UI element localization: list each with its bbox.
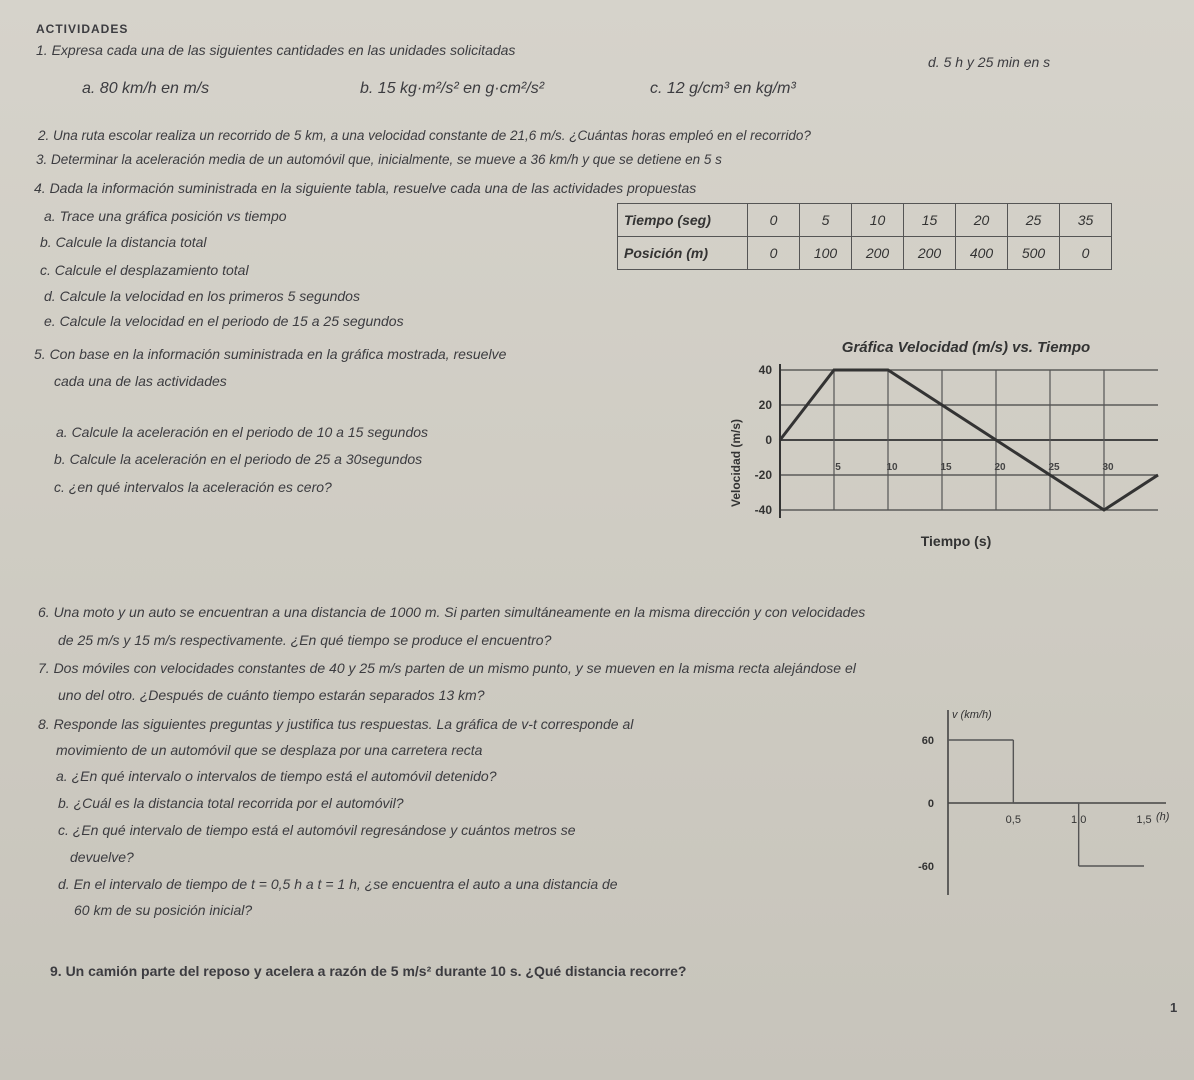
- vt-chart: [890, 700, 1180, 900]
- question-6-cont: de 25 m/s y 15 m/s respectivamente. ¿En qué tiempo se produce el encuentro?: [58, 632, 552, 648]
- question-6: 6. Una moto y un auto se encuentran a una distancia de 1000 m. Si parten simultáneamente en la misma dirección y con velocidades: [38, 604, 866, 620]
- chart-x-tick-label: 10: [886, 462, 898, 473]
- vt-chart-ticks: [918, 735, 1152, 873]
- page-number: 1: [1170, 1000, 1178, 1015]
- position-time-table: [617, 203, 1112, 270]
- question-1: 1. Expresa cada una de las siguientes cantidades en las unidades solicitadas: [36, 42, 516, 58]
- question-4-e: e. Calcule la velocidad en el periodo de 15 a 25 segundos: [44, 313, 404, 329]
- question-8-a: a. ¿En qué intervalo o intervalos de tiempo está el automóvil detenido?: [56, 768, 497, 784]
- question-8-c: c. ¿En qué intervalo de tiempo está el automóvil regresándose y cuántos metros se: [58, 822, 576, 838]
- chart-x-label: Tiempo (s): [920, 533, 992, 549]
- table-cell: 0: [748, 204, 800, 237]
- chart-y-tick-label: -40: [754, 503, 772, 517]
- chart-x-tick-label: 20: [994, 462, 1006, 473]
- chart-x-tick-label: 15: [940, 462, 952, 473]
- table-cell: 35: [1060, 204, 1112, 237]
- chart-y-tick-label: 20: [758, 398, 772, 412]
- table-cell: 0: [748, 237, 800, 270]
- table-cell: 500: [1008, 237, 1060, 270]
- chart-grid: [780, 364, 1158, 518]
- velocity-time-chart: [700, 332, 1170, 557]
- vt-chart-y-label: v (km/h): [952, 709, 992, 721]
- question-4-c: c. Calcule el desplazamiento total: [40, 262, 249, 278]
- question-2: 2. Una ruta escolar realiza un recorrido de 5 km, a una velocidad constante de 21,6 m/s. ¿Cuántas horas empleó en el recorrido?: [38, 128, 811, 143]
- question-5-cont: cada una de las actividades: [54, 373, 227, 389]
- chart-x-tick-label: 25: [1048, 462, 1060, 473]
- chart-y-tick-label: -20: [754, 468, 772, 482]
- question-1-b: b. 15 kg·m²/s² en g·cm²/s²: [360, 80, 545, 97]
- question-4: 4. Dada la información suministrada en la siguiente tabla, resuelve cada una de las actividades propuestas: [34, 180, 697, 196]
- chart-y-tick-label: 0: [765, 433, 772, 447]
- question-8-d-cont: 60 km de su posición inicial?: [74, 902, 253, 918]
- question-5: 5. Con base en la información suministrada en la gráfica mostrada, resuelve: [34, 346, 507, 362]
- vt-chart-y-tick-label: -60: [918, 861, 934, 873]
- question-1-d: d. 5 h y 25 min en s: [928, 54, 1051, 70]
- vt-chart-y-tick-label: 60: [921, 735, 934, 747]
- chart-x-tick-label: 30: [1102, 462, 1114, 473]
- table-cell: 400: [956, 237, 1008, 270]
- table-cell: 15: [904, 204, 956, 237]
- table-cell: 10: [852, 204, 904, 237]
- table-cell: 20: [956, 204, 1008, 237]
- table-cell: 200: [852, 237, 904, 270]
- question-5-b: b. Calcule la aceleración en el periodo de 25 a 30segundos: [54, 451, 423, 467]
- chart-y-tick-label: 40: [758, 363, 772, 377]
- chart-x-tick-label: 5: [835, 462, 841, 473]
- question-5-c: c. ¿en qué intervalos la aceleración es cero?: [54, 479, 332, 495]
- vt-chart-x-tick-label: 0,5: [1005, 814, 1021, 826]
- table-cell: 0: [1060, 237, 1112, 270]
- vt-chart-x-tick-label: 1,0: [1071, 814, 1087, 826]
- question-1-c: c. 12 g/cm³ en kg/m³: [650, 80, 796, 97]
- question-7-cont: uno del otro. ¿Después de cuánto tiempo estarán separados 13 km?: [58, 687, 485, 703]
- question-4-d: d. Calcule la velocidad en los primeros 5 segundos: [44, 288, 360, 304]
- question-8: 8. Responde las siguientes preguntas y justifica tus respuestas. La gráfica de v-t corresponde al: [38, 716, 634, 732]
- question-8-c-cont: devuelve?: [70, 849, 134, 865]
- table-header-time: Tiempo (seg): [618, 204, 748, 237]
- chart-y-label: Velocidad (m/s): [729, 418, 743, 507]
- vt-chart-x-tick-label: 1,5: [1136, 814, 1152, 826]
- question-4-b: b. Calcule la distancia total: [40, 234, 207, 250]
- question-9: 9. Un camión parte del reposo y acelera a razón de 5 m/s² durante 10 s. ¿Qué distancia recorre?: [50, 963, 687, 979]
- table-row-time: [618, 204, 1112, 237]
- table-cell: 200: [904, 237, 956, 270]
- question-8-b: b. ¿Cuál es la distancia total recorrida por el automóvil?: [58, 795, 404, 811]
- chart-title: Gráfica Velocidad (m/s) vs. Tiempo: [841, 339, 1091, 356]
- table-header-position: Posición (m): [618, 237, 748, 270]
- vt-chart-y-tick-label: 0: [927, 798, 934, 810]
- question-1-a: a. 80 km/h en m/s: [82, 80, 210, 97]
- table-row-position: [618, 237, 1112, 270]
- table-cell: 25: [1008, 204, 1060, 237]
- question-5-a: a. Calcule la aceleración en el periodo de 10 a 15 segundos: [56, 424, 429, 440]
- table-cell: 5: [800, 204, 852, 237]
- section-header: ACTIVIDADES: [36, 22, 129, 36]
- question-7: 7. Dos móviles con velocidades constantes de 40 y 25 m/s parten de un mismo punto, y se mueven en la misma recta alejándose el: [38, 660, 856, 676]
- table-cell: 100: [800, 237, 852, 270]
- question-8-d: d. En el intervalo de tiempo de t = 0,5 h a t = 1 h, ¿se encuentra el auto a una distancia de: [58, 876, 618, 892]
- question-4-a: a. Trace una gráfica posición vs tiempo: [44, 208, 287, 224]
- vt-chart-x-unit: (h): [1156, 811, 1170, 823]
- question-3: 3. Determinar la aceleración media de un automóvil que, inicialmente, se mueve a 36 km/h y que se detiene en 5 s: [36, 152, 722, 167]
- question-8-cont: movimiento de un automóvil que se desplaza por una carretera recta: [56, 742, 483, 758]
